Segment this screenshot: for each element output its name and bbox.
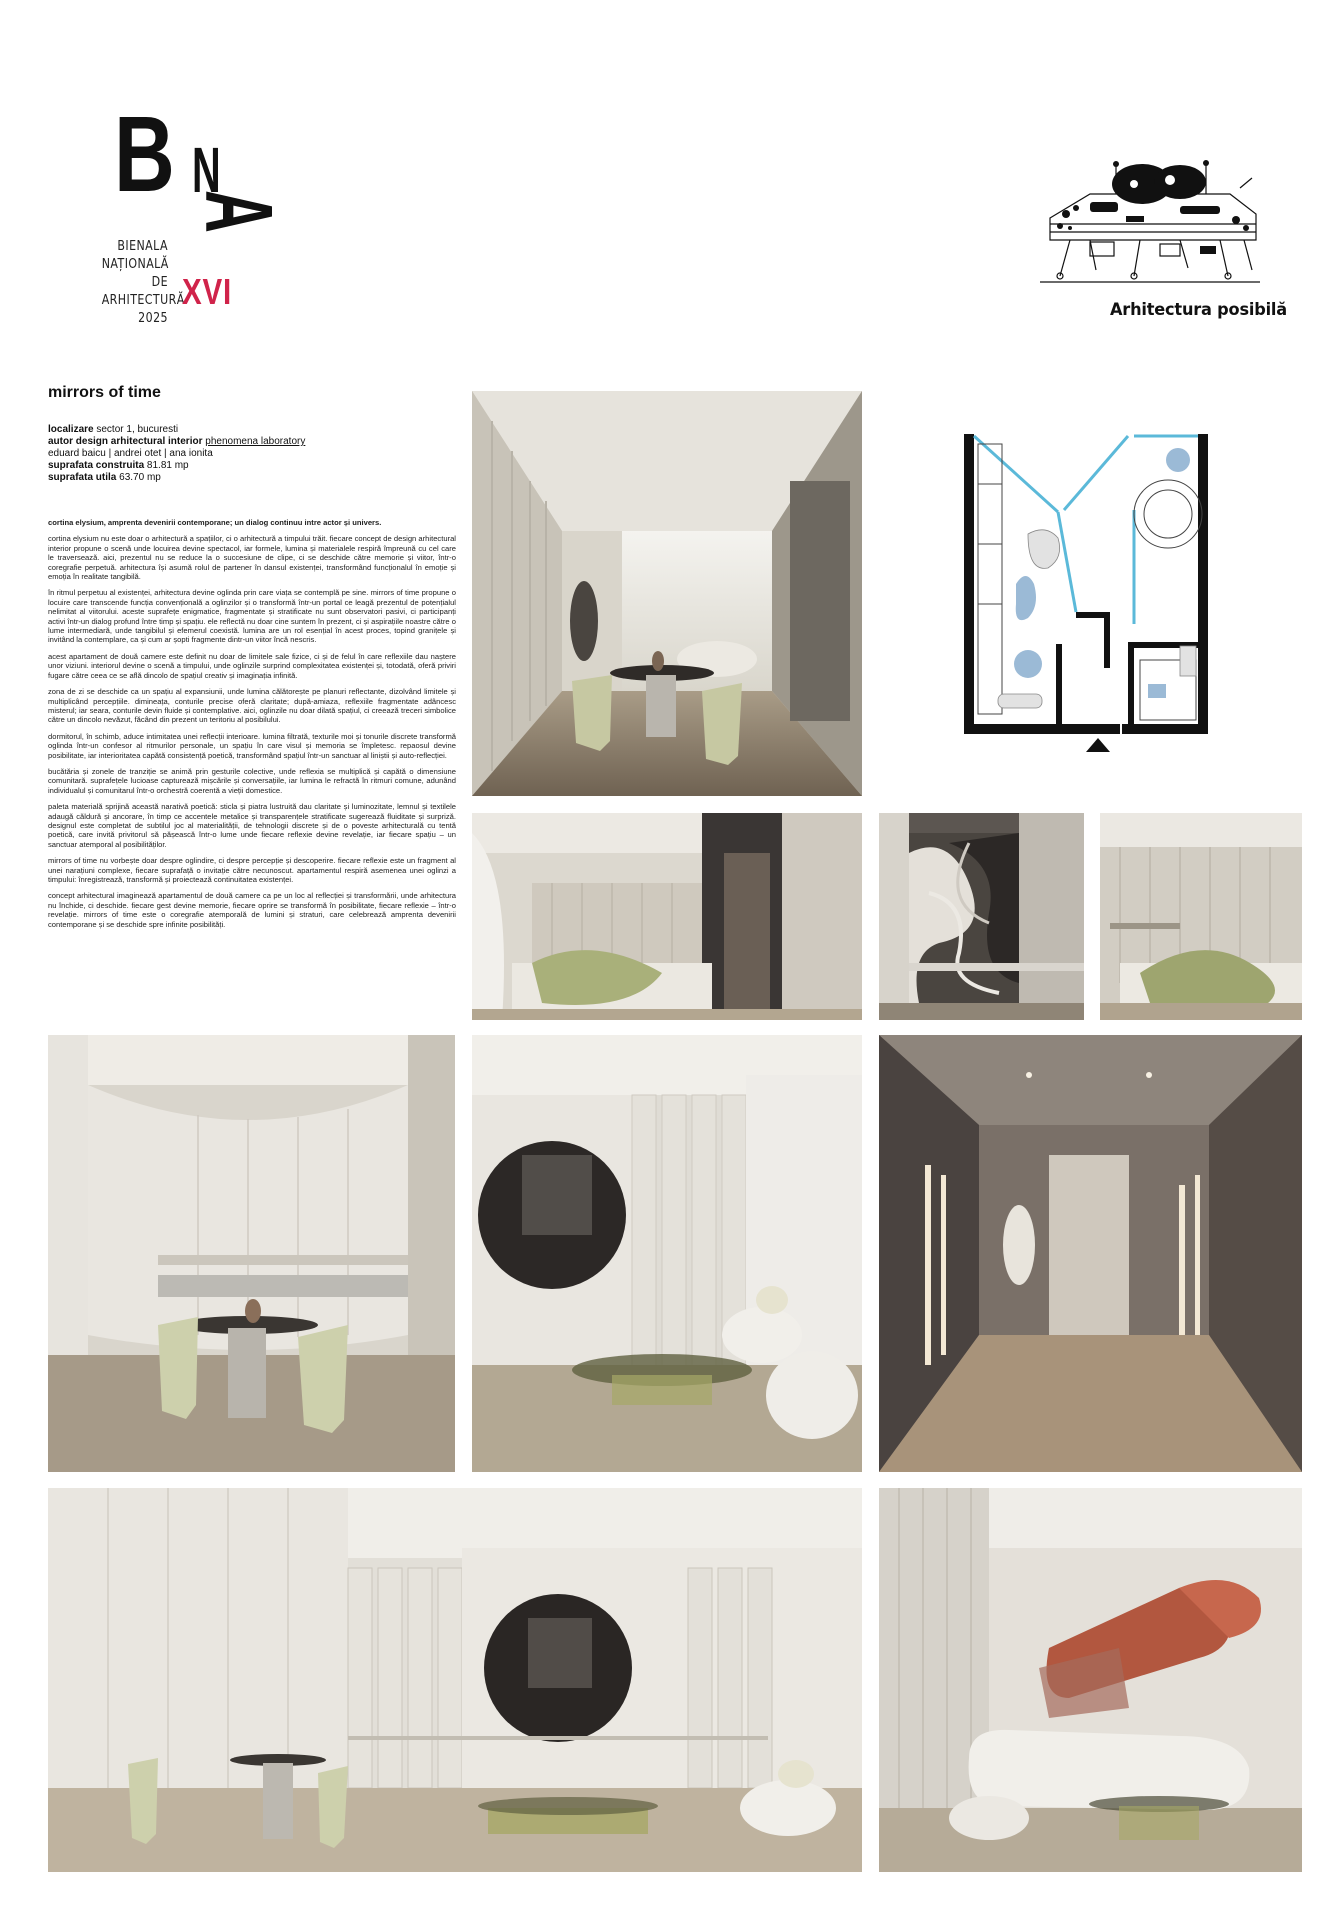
- logo-letter-a: A: [185, 190, 292, 233]
- paragraph: dormitorul, în schimb, aduce intimitatea unei reflecții interioare. lumina filtrată, texturile moi și tonurile discrete transformă oglinda într-un confesor al ritmurilor personale, un spațiu în care visul și memoria se împletesc. repaosul devine posibilitate, iar interioritatea capătă consistență poetică, transformând spațiul într-un sanctuar al liniștii și auto-reflecției.: [48, 731, 456, 760]
- logo-letter-n: N: [192, 134, 221, 206]
- project-description: [48, 518, 456, 936]
- edition-badge: XVI: [182, 271, 233, 312]
- paragraph: zona de zi se deschide ca un spațiu al expansiunii, unde lumina călătorește pe planuri reflectante, dizolvând limitele și multiplicând percepțiile. dimineața, conturile precise oferă claritate; după-amiaza, reflexiile fragmentate adâncesc misterul; iar seara, conturile devin fluide și contemplative. aici, oglinzile nu doar dilată spațiul, ci creează treceri simbolice către un dincolo nevăzut, făcând din prezent un teritoriu al posibilului.: [48, 687, 456, 725]
- logo-line: BIENALA: [117, 239, 168, 254]
- logo-text: [101, 238, 185, 328]
- project-meta: [48, 424, 448, 484]
- render-curved-dining: [48, 1035, 455, 1472]
- render-panoramic-living: [48, 1488, 862, 1872]
- bna-logo: [90, 93, 300, 344]
- meta-row: suprafata construita 81.81 mp: [48, 460, 189, 471]
- logo-letter-b: B: [114, 93, 174, 214]
- project-title: mirrors of time: [48, 384, 161, 401]
- paragraph: concept arhitectural imaginează apartamentul de două camere ca pe un loc al reflecției și transformării, unde arhitectura nu închide, ci deschide. fiecare gest devine memorie, fiecare oprire se transformă în posibilitate, fiecare reflexie – într-o revelație. mirrors of time este o coregrafie atemporală de lumini și straturi, care celebrează amprenta devenirii contemporane și se deschide spre infinite posibilități.: [48, 891, 456, 929]
- floor-plan: [958, 424, 1218, 754]
- meta-row: suprafata utila 63.70 mp: [48, 472, 161, 483]
- logo-line: ARHITECTURĂ: [101, 293, 185, 308]
- meta-row: localizare sector 1, bucuresti: [48, 424, 179, 435]
- arhitectura-posibila-emblem: [1030, 158, 1270, 288]
- render-mirrored-corridor: [879, 1035, 1302, 1472]
- render-living-round-mirror: [472, 1035, 862, 1472]
- logo-line: DE: [151, 275, 168, 290]
- paragraph: acest apartament de două camere este definit nu doar de limitele sale fizice, ci și de felul în care reflexiile dau naștere unor viziuni. interiorul devine o scenă a timpului, unde oglinzile surprind complexitatea existenței și, totodată, oferă priviri fugare către ceea ce se află dincolo de spațiul creativ și imaginația infinită.: [48, 651, 456, 680]
- render-sculpture-sofa: [879, 1488, 1302, 1872]
- tagline: Arhitectura posibilă: [1110, 300, 1287, 320]
- paragraph: mirrors of time nu vorbește doar despre oglindire, ci despre percepție și descoperire. fiecare reflexie este un fragment al unei narațiuni complexe, fiecare suprafață o invitație către necunoscut. apartamentul respiră asemenea unei oglinzi a timpului: înregistrează, transformă și proiectează continuitatea existenței.: [48, 856, 456, 884]
- render-marble-bathroom: [879, 813, 1084, 1020]
- render-bedroom: [472, 813, 862, 1020]
- render-dining-corridor: [472, 391, 862, 796]
- meta-row: eduard baicu | andrei otet | ana ionita: [48, 448, 213, 459]
- paragraph: cortina elysium nu este doar o arhitectură a spațiilor, ci o arhitectură a timpului trăit. fiecare concept de design arhitectural interior propune o scenă unde locuirea devine spectacol, iar formele, lumina și materialele respiră împreună cu cel care le traversează. aici, prezentul nu se reduce la o succesiune de clipe, ci se deschide către memorie și viitor, într-o coregrafie perpetuă. arhitectura își asumă rolul de partener în dansul existenței, transformând funcționalul în emoție și emoția în realitate tangibilă.: [48, 534, 456, 582]
- render-bedroom-detail: [1100, 813, 1302, 1020]
- meta-row: autor design arhitectural interior phenomena laboratory: [48, 436, 306, 447]
- paragraph: paleta materială sprijină această narativă poetică: sticla și piatra lustruită dau claritate și luminozitate, lemnul și textilele adaugă căldură și ancorare, în timp ce accentele metalice și transparențele stratificate sugerează fluiditate și surpriză. designul este completat de subtilul joc al materialității, de tehnologii discrete și de o poveste arhitecturală cu tentă poetică, care invită privitorul să pășească într-o lume unde fiecare reflexie devine revelație, iar fiecare spațiu – un sanctuar atemporal al posibilităților.: [48, 802, 456, 849]
- logo-line: 2025: [138, 311, 168, 326]
- paragraph: bucătăria și zonele de tranziție se animă prin gesturile colective, unde reflexia se multiplică și capătă o dimensiune comunitară. suprafețele lucioase capturează mișcările și conversațiile, iar lumina le refractă în ritmuri comune, adunând individualul și comunitarul într-o orchestră coerentă a vieții domestice.: [48, 766, 456, 795]
- intro-paragraph: cortina elysium, amprenta devenirii contemporane; un dialog continuu intre actor și univers.: [48, 518, 382, 527]
- logo-line: NAȚIONALĂ: [101, 257, 169, 272]
- paragraph: în ritmul perpetuu al existenței, arhitectura devine oglinda prin care viața se contemplă pe sine. mirrors of time propune o locuire care transcende funcția convențională a oglinzilor și o transformă într-un portal ce leagă prezentul de potențialul nelimitat al viitorului. aceste suprafețe enigmatice, fragmentate și stratificate nu sunt observatori pasivi, ci participanți activi într-un dialog profund între timp și spațiu. ele reflectă nu doar cine suntem în prezent, ci și aspirațiile noastre către o lume intermediară, unde tangibilul și efemerul coexistă. lumina are un rol esențial în acest proces, topind granițele și invitând la contemplare, ca și cum ar șopti fragmente dintr-un viitor încă nescris.: [48, 588, 456, 645]
